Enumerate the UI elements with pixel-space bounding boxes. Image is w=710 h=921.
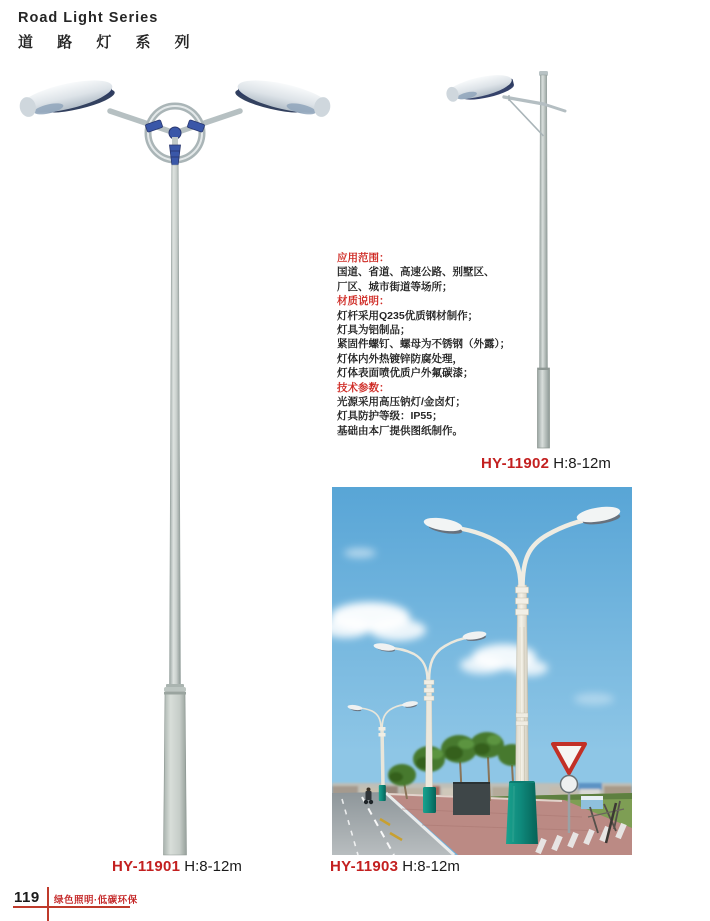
product-label-hy11902 bbox=[481, 455, 611, 472]
model-code: HY-11901 bbox=[112, 858, 181, 875]
shed bbox=[453, 782, 490, 815]
page-title-chinese: 道 路 灯 系 列 bbox=[18, 34, 200, 51]
footer-underline bbox=[13, 906, 130, 908]
model-height: H:8-12m bbox=[402, 858, 460, 875]
product-label-hy11903 bbox=[330, 858, 460, 875]
spec-line: 灯具为铝制品； bbox=[337, 324, 411, 337]
page-number: 119 bbox=[14, 889, 40, 906]
model-code: HY-11902 bbox=[481, 455, 550, 472]
spec-panel bbox=[337, 251, 547, 438]
spec-line: 灯杆采用Q235优质钢材制作； bbox=[337, 309, 479, 322]
spec-line: 厂区、城市街道等场所； bbox=[337, 280, 453, 293]
product-photo-hy11903 bbox=[332, 487, 632, 855]
footer-divider bbox=[47, 887, 49, 921]
spec-line: 基础由本厂提供图纸制作。 bbox=[337, 424, 463, 437]
spec-heading-application: 应用范围： bbox=[337, 252, 390, 264]
pole-base bbox=[164, 692, 187, 855]
lamp-head-right bbox=[233, 74, 333, 122]
spec-heading-technical: 技术参数： bbox=[337, 381, 390, 394]
model-height: H:8-12m bbox=[184, 858, 242, 875]
footer-slogan: 绿色照明·低碳环保 bbox=[54, 895, 138, 906]
spec-line: 灯具防护等级：IP55； bbox=[337, 410, 443, 423]
spec-line: 国道、省道、高速公路、别墅区、 bbox=[337, 266, 495, 279]
page-title-english: Road Light Series bbox=[18, 10, 159, 26]
model-code: HY-11903 bbox=[330, 858, 399, 875]
lamp-head-left bbox=[17, 74, 117, 122]
pole bbox=[164, 165, 186, 692]
blue-fittings bbox=[145, 120, 205, 166]
product-label-hy11901 bbox=[112, 858, 242, 875]
spec-line: 紧固件螺钉、螺母为不锈钢（外露）； bbox=[337, 338, 511, 351]
product-drawing-hy11901 bbox=[10, 73, 340, 856]
spec-heading-material: 材质说明： bbox=[337, 295, 390, 308]
lamp-arm bbox=[504, 95, 565, 136]
lamp-head bbox=[444, 70, 515, 106]
spec-line: 灯体表面喷优质户外氟碳漆； bbox=[337, 367, 474, 380]
spec-line: 光源采用高压钠灯/金卤灯； bbox=[337, 396, 466, 409]
model-height: H:8-12m bbox=[553, 455, 611, 472]
spec-line: 灯体内外热镀锌防腐处理， bbox=[337, 352, 463, 365]
